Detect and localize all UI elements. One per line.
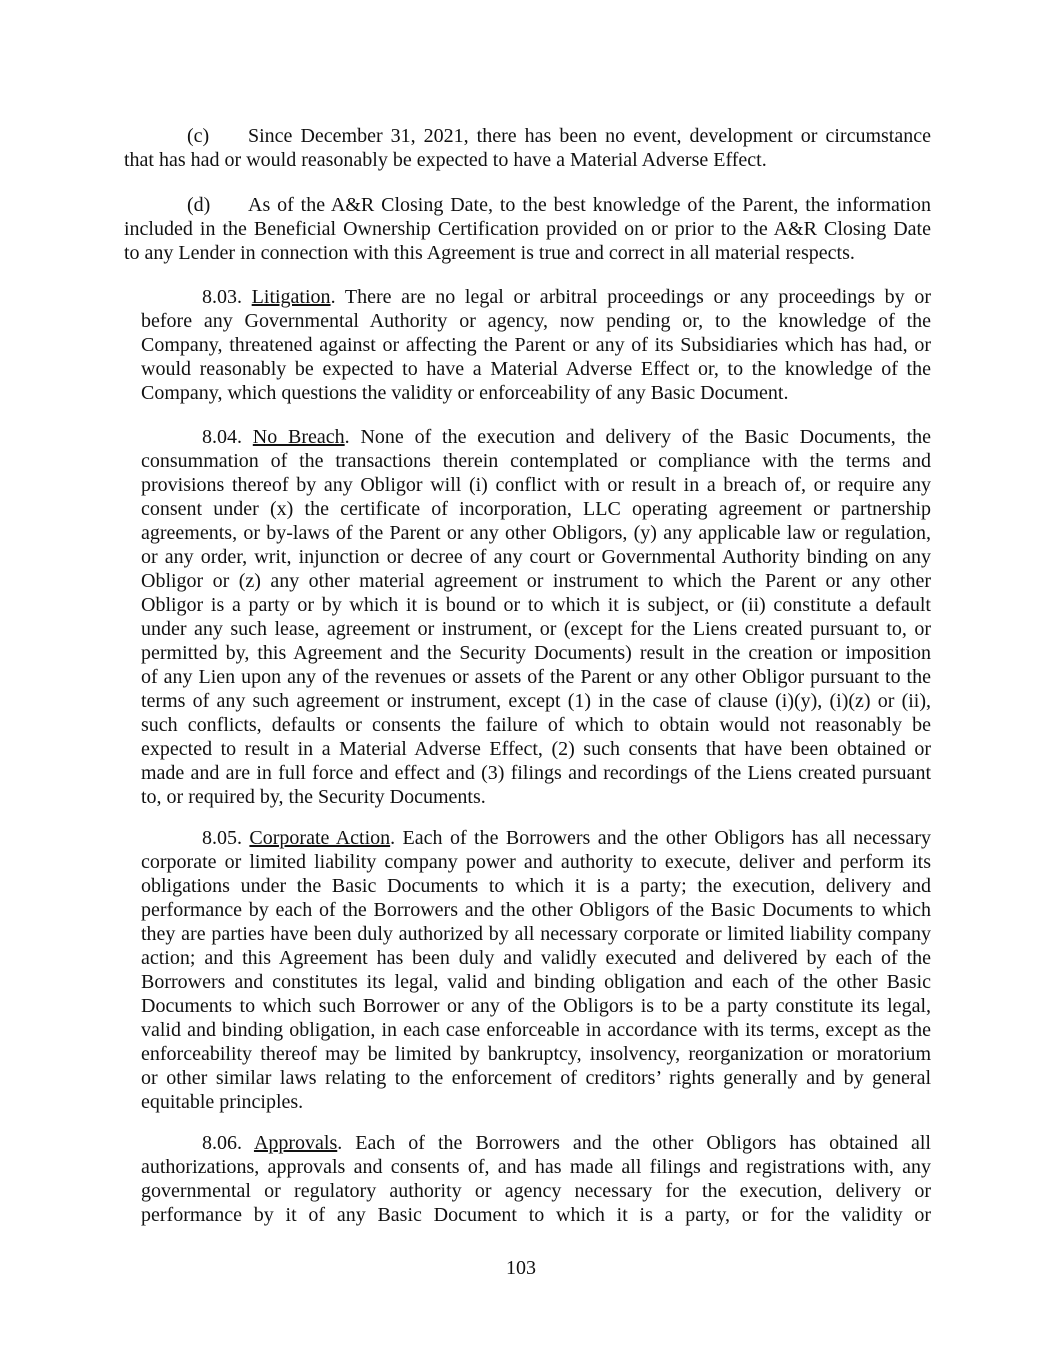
line-text: permitted by, this Agreement and the Security Documents) result in the creation or imposition: [141, 642, 931, 664]
text-line: [141, 1203, 931, 1227]
section-number: 8.04.: [202, 426, 242, 448]
line-text: made and are in full force and effect and (3) filings and recordings of the Liens created pursuant: [141, 762, 931, 784]
line-text: that has had or would reasonably be expected to have a Material Adverse Effect.: [124, 149, 767, 171]
section-number: 8.05.: [202, 827, 242, 849]
text-line: [141, 1066, 931, 1090]
section-heading: Litigation: [251, 286, 331, 308]
text-line: [141, 309, 931, 333]
text-line: [141, 449, 931, 473]
text-line: [141, 285, 931, 309]
paragraph: [124, 193, 931, 265]
text-line: [141, 545, 931, 569]
line-text: Documents to which such Borrower or any of the Obligors is to be a party constitute its legal,: [141, 995, 931, 1017]
line-text: of any Lien upon any of the revenues or assets of the Parent or any other Obligor pursuant to the: [141, 666, 931, 688]
section-8-03: [141, 285, 931, 405]
text-line: [141, 689, 931, 713]
line-text: Company, which questions the validity or enforceability of any Basic Document.: [141, 382, 789, 404]
text-line: [141, 874, 931, 898]
section-heading: Corporate Action: [249, 827, 391, 849]
text-line: [124, 124, 931, 148]
line-text: Borrowers and constitutes its legal, valid and binding obligation and each of the other Basic: [141, 971, 931, 993]
line-text: performance by each of the Borrowers and the other Obligors of the Basic Documents to which: [141, 899, 931, 921]
line-text: enforceability thereof may be limited by bankruptcy, insolvency, reorganization or moratorium: [141, 1043, 931, 1065]
line-text: to, or required by, the Security Documents.: [141, 786, 486, 808]
paragraph: [124, 124, 931, 172]
line-text: governmental or regulatory authority or agency necessary for the execution, delivery or: [141, 1180, 931, 1202]
line-text: . Each of the Borrowers and the other Obligors has all necessary: [390, 827, 931, 849]
line-text: agreements, or by-laws of the Parent or any other Obligors, (y) any applicable law or regulation,: [141, 522, 931, 544]
line-text: Obligor is a party or by which it is bound or to which it is subject, or (ii) constitute a default: [141, 594, 931, 616]
text-line: [141, 826, 931, 850]
line-text: they are parties have been duly authorized by all necessary corporate or limited liability company: [141, 923, 931, 945]
line-text: or any order, writ, injunction or decree of any court or Governmental Authority binding on any: [141, 546, 931, 568]
line-text: As of the A&R Closing Date, to the best knowledge of the Parent, the information: [248, 194, 931, 216]
paragraph-label: (d): [187, 194, 211, 216]
line-text: would reasonably be expected to have a Material Adverse Effect or, to the knowledge of the: [141, 358, 931, 380]
text-line: [141, 641, 931, 665]
text-line: [141, 665, 931, 689]
text-line: [141, 785, 931, 809]
line-text: such conflicts, defaults or consents the failure of which to obtain would not reasonably be: [141, 714, 931, 736]
section-number: 8.03.: [202, 286, 242, 308]
line-text: before any Governmental Authority or agency, now pending or, to the knowledge of the: [141, 310, 931, 332]
line-text: or other similar laws relating to the enforcement of creditors’ rights generally and by general: [141, 1067, 931, 1089]
line-text: authorizations, approvals and consents of, and has made all filings and registrations with, any: [141, 1156, 931, 1178]
line-text: corporate or limited liability company power and authority to execute, deliver and perform its: [141, 851, 931, 873]
line-text: expected to result in a Material Adverse Effect, (2) such consents that have been obtained or: [141, 738, 931, 760]
text-line: [124, 241, 931, 265]
text-line: [141, 761, 931, 785]
line-text: consent under (x) the certificate of incorporation, LLC operating agreement or partnership: [141, 498, 931, 520]
text-line: [141, 1131, 931, 1155]
section-8-04: [141, 425, 931, 809]
text-line: [141, 473, 931, 497]
text-line: [141, 898, 931, 922]
text-line: [141, 497, 931, 521]
text-line: [141, 593, 931, 617]
text-line: [141, 850, 931, 874]
line-text: terms of any such agreement or instrument, except (1) in the case of clause (i)(y), (i)(z) or (ii),: [141, 690, 931, 712]
paragraph-label: (c): [187, 125, 210, 147]
line-text: under any such lease, agreement or instrument, or (except for the Liens created pursuant to, or: [141, 618, 931, 640]
line-text: . None of the execution and delivery of the Basic Documents, the: [344, 426, 932, 448]
line-text: performance by it of any Basic Document to which it is a party, or for the validity or: [141, 1204, 931, 1226]
text-line: [141, 381, 931, 405]
line-text: consummation of the transactions therein contemplated or compliance with the terms and: [141, 450, 931, 472]
text-line: [124, 217, 931, 241]
section-8-06: [141, 1131, 931, 1227]
line-text: included in the Beneficial Ownership Certification provided on or prior to the A&R Closing Date: [124, 218, 931, 240]
line-text: Company, threatened against or affecting the Parent or any of its Subsidiaries which has had, or: [141, 334, 931, 356]
text-line: [141, 617, 931, 641]
line-text: valid and binding obligation, in each case enforceable in accordance with its terms, except as the: [141, 1019, 931, 1041]
text-line: [141, 569, 931, 593]
line-text: Since December 31, 2021, there has been no event, development or circumstance: [248, 125, 931, 147]
text-line: [141, 737, 931, 761]
text-line: [124, 193, 931, 217]
line-text: . There are no legal or arbitral proceedings or any proceedings by or: [330, 286, 931, 308]
line-text: action; and this Agreement has been duly and validly executed and delivered by each of the: [141, 947, 931, 969]
page-number: 103: [506, 1257, 536, 1279]
section-8-05: [141, 826, 931, 1114]
text-line: [124, 148, 931, 172]
text-line: [141, 970, 931, 994]
text-line: [141, 521, 931, 545]
line-text: obligations under the Basic Documents to which it is a party; the execution, delivery and: [141, 875, 931, 897]
text-line: [141, 994, 931, 1018]
text-line: [141, 1018, 931, 1042]
line-text: provisions thereof by any Obligor will (i) conflict with or result in a breach of, or require any: [141, 474, 931, 496]
section-heading: Approvals: [253, 1132, 338, 1154]
text-line: [141, 1042, 931, 1066]
section-number: 8.06.: [202, 1132, 242, 1154]
line-text: Obligor or (z) any other material agreement or instrument to which the Parent or any other: [141, 570, 931, 592]
text-line: [141, 1155, 931, 1179]
section-heading: No Breach: [252, 426, 345, 448]
text-line: [141, 333, 931, 357]
text-line: [141, 425, 931, 449]
text-line: [141, 922, 931, 946]
text-line: [141, 357, 931, 381]
text-line: [141, 1179, 931, 1203]
line-text: equitable principles.: [141, 1091, 304, 1113]
text-line: [141, 1090, 931, 1114]
text-line: [141, 946, 931, 970]
line-text: to any Lender in connection with this Agreement is true and correct in all material respects.: [124, 242, 855, 264]
line-text: . Each of the Borrowers and the other Obligors has obtained all: [337, 1132, 931, 1154]
text-line: [141, 713, 931, 737]
